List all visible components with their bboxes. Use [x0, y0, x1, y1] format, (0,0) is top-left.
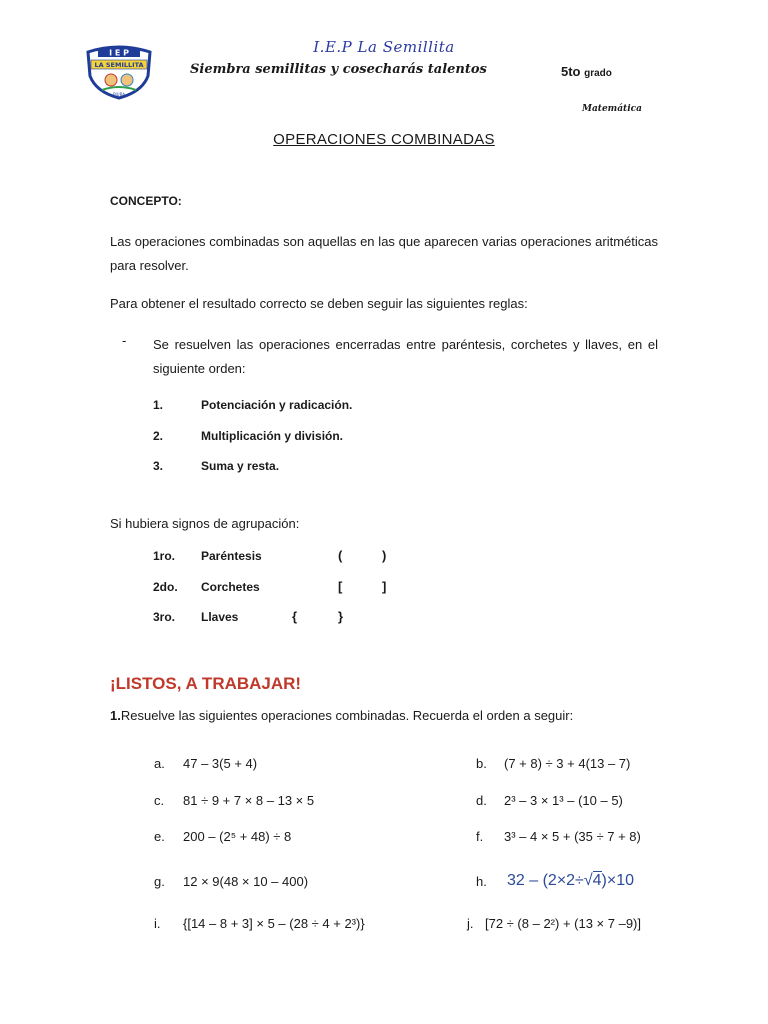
rule-number: 1.	[153, 398, 164, 412]
school-motto: Siembra semillitas y cosecharás talentos	[190, 62, 487, 77]
logo-top-text: I E P	[109, 48, 129, 58]
rule-text: Suma y resta.	[201, 459, 280, 473]
grouping-open-sign: (	[338, 548, 343, 563]
list-dash: -	[122, 333, 127, 348]
rule-text: Potenciación y radicación.	[201, 398, 353, 412]
exercise-label: e.	[154, 829, 165, 844]
exercise-label: b.	[476, 756, 487, 771]
rule-number: 3.	[153, 459, 164, 473]
exercise-label: h.	[476, 874, 487, 889]
grade-word: grado	[584, 68, 612, 79]
grouping-order: 3ro.	[153, 610, 176, 624]
grouping-order: 2do.	[153, 580, 178, 594]
sqrt-icon: √	[583, 872, 593, 889]
exercise-expression: 47 – 3(5 + 4)	[183, 756, 258, 771]
exercise-expression: [72 ÷ (8 – 2²) + (13 × 7 –9)]	[485, 916, 641, 931]
concept-paragraph-1: Las operaciones combinadas son aquellas en las que aparecen varias operaciones aritméticas para resolver.	[110, 234, 658, 273]
grouping-close-sign: ]	[382, 579, 387, 594]
rule-number: 2.	[153, 429, 164, 443]
logo-bottom-text: PIURA	[113, 92, 125, 97]
exercise-label: f.	[476, 829, 484, 844]
grouping-close-sign: )	[382, 548, 387, 563]
logo-name-text: LA SEMILLITA	[94, 61, 144, 69]
exercises-heading: ¡LISTOS, A TRABAJAR!	[110, 674, 302, 693]
grouping-name: Llaves	[201, 610, 239, 624]
exercise-label: c.	[154, 793, 165, 808]
grade-label	[561, 64, 612, 79]
exercise-label: a.	[154, 756, 165, 771]
exercise-expression: 2³ – 3 × 1³ – (10 – 5)	[504, 793, 623, 808]
exercise-expression: 81 ÷ 9 + 7 × 8 – 13 × 5	[183, 793, 315, 808]
page-title: OPERACIONES COMBINADAS	[273, 131, 495, 148]
exercises-instruction	[110, 708, 573, 723]
grouping-close-sign: }	[338, 609, 344, 624]
concept-paragraph-2: Para obtener el resultado correcto se deben seguir las siguientes reglas:	[110, 296, 528, 311]
expression-part: )×10	[601, 872, 634, 889]
instruction-number: 1.	[110, 708, 121, 723]
rule-text: Multiplicación y división.	[201, 429, 344, 443]
grouping-name: Paréntesis	[201, 549, 262, 563]
concept-label: CONCEPTO:	[110, 194, 182, 208]
exercise-label: g.	[154, 874, 165, 889]
grouping-open-sign: [	[338, 579, 343, 594]
grouping-name: Corchetes	[201, 580, 260, 594]
exercise-expression: 12 × 9(48 × 10 – 400)	[183, 874, 309, 889]
exercise-expression: {[14 – 8 + 3] × 5 – (28 ÷ 4 + 2³)}	[183, 916, 365, 931]
expression-part: 32 – (2×2÷	[507, 872, 584, 889]
grouping-open-sign: {	[292, 609, 298, 624]
subject-label: Matemática	[582, 104, 642, 114]
exercise-expression: 200 – (2⁵ + 48) ÷ 8	[183, 829, 292, 844]
instruction-text: Resuelve las siguientes operaciones combinadas. Recuerda el orden a seguir:	[120, 708, 574, 723]
radicand: 4	[592, 872, 602, 889]
grouping-order: 1ro.	[153, 549, 176, 563]
grouping-intro: Si hubiera signos de agrupación:	[110, 516, 300, 531]
exercise-expression: 3³ – 4 × 5 + (35 ÷ 7 + 8)	[504, 829, 641, 844]
exercise-expression: (7 + 8) ÷ 3 + 4(13 – 7)	[504, 756, 631, 771]
exercise-label: j.	[467, 916, 474, 931]
exercise-expression	[507, 872, 634, 890]
exercise-label: i.	[154, 916, 161, 931]
concept-paragraph-3: Se resuelven las operaciones encerradas entre paréntesis, corchetes y llaves, en el siguiente orden:	[153, 337, 658, 376]
exercise-label: d.	[476, 793, 487, 808]
school-name: I.E.P La Semillita	[313, 38, 455, 56]
grade-number: 5to	[561, 64, 581, 79]
